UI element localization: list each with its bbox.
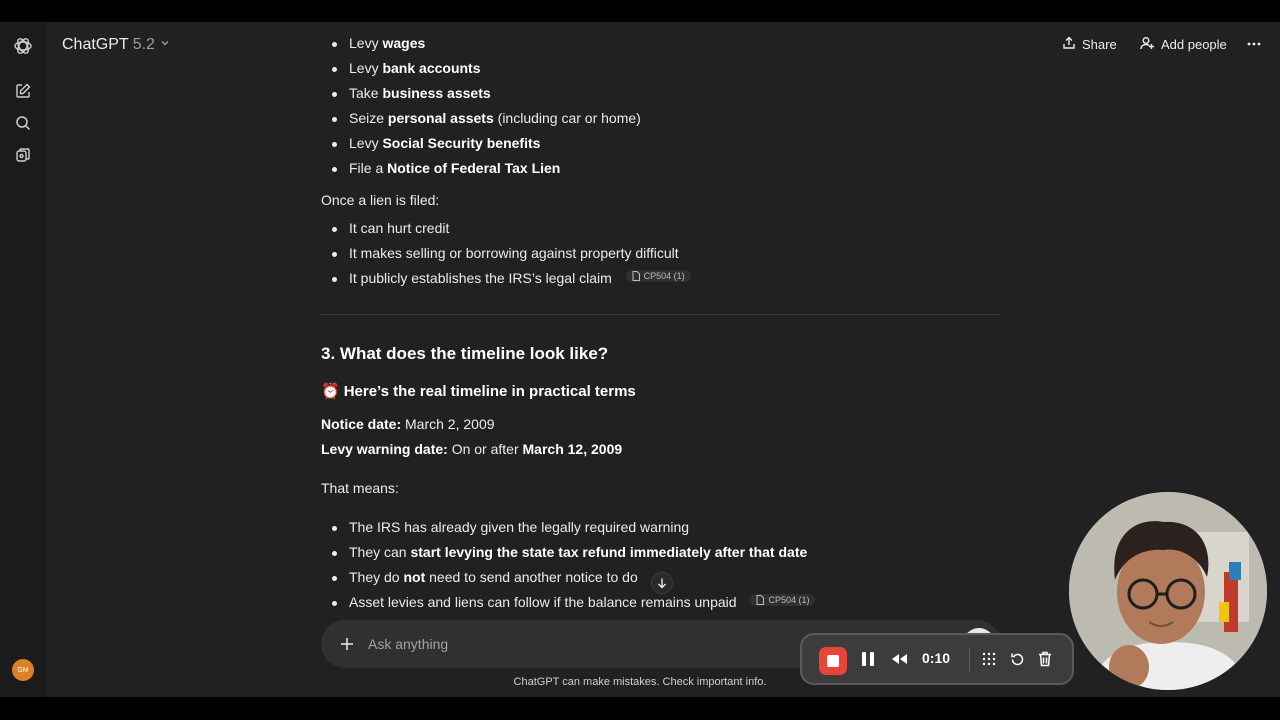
toolbar-divider [969, 647, 970, 673]
list-item: Asset levies and liens can follow if the balance remains unpaid CP504 (1) [349, 594, 815, 610]
share-label: Share [1082, 37, 1117, 52]
document-icon [756, 595, 764, 605]
citation-chip[interactable]: CP504 (1) [626, 270, 691, 282]
citation-chip[interactable]: CP504 (1) [750, 594, 815, 606]
list-item: Seize personal assets (including car or home) [349, 110, 641, 126]
webcam-overlay[interactable] [1069, 492, 1267, 690]
list-item: The IRS has already given the legally required warning [349, 519, 690, 535]
list-item: File a Notice of Federal Tax Lien [349, 160, 561, 176]
list-item: It makes selling or borrowing against property difficult [349, 245, 679, 261]
stop-recording-button[interactable] [819, 647, 847, 675]
scroll-to-bottom-button[interactable] [651, 572, 673, 594]
disclaimer: ChatGPT can make mistakes. Check important info. [513, 676, 767, 688]
rewind-icon[interactable] [887, 635, 913, 683]
model-name: ChatGPT [62, 36, 129, 53]
grid-icon[interactable] [977, 635, 1001, 683]
stop-icon [827, 655, 839, 667]
list-item: Levy Social Security benefits [349, 135, 541, 151]
arrow-down-icon [656, 577, 668, 589]
header [46, 22, 1280, 70]
section-divider [321, 314, 1001, 315]
means-intro: That means: [321, 480, 399, 496]
model-version: 5.2 [132, 36, 155, 53]
levy-warning-date: Levy warning date: On or after March 12, 2009 [321, 441, 623, 457]
bottom-letterbox [0, 697, 1280, 720]
restart-icon[interactable] [1005, 635, 1029, 683]
top-letterbox [0, 0, 1280, 22]
share-icon [1062, 36, 1076, 53]
model-picker[interactable] [62, 36, 171, 54]
share-button[interactable] [1062, 36, 1117, 53]
alarm-clock-icon: ⏰ [321, 383, 340, 400]
chat-input[interactable] [368, 632, 768, 656]
add-people-label: Add people [1161, 37, 1227, 52]
section-heading: 3. What does the timeline look like? [321, 344, 609, 363]
plus-icon[interactable] [337, 634, 357, 654]
list-item: They do not need to send another notice to do [349, 569, 638, 585]
library-icon[interactable] [12, 144, 34, 166]
notice-date: Notice date: March 2, 2009 [321, 416, 495, 432]
add-person-icon [1140, 36, 1155, 53]
list-item: Levy bank accounts [349, 60, 481, 76]
trash-icon[interactable] [1033, 635, 1057, 683]
more-options-icon[interactable] [1244, 34, 1264, 54]
lien-intro: Once a lien is filed: [321, 192, 440, 208]
add-people-button[interactable] [1140, 36, 1227, 53]
pause-icon[interactable] [856, 635, 880, 683]
document-icon [632, 271, 640, 281]
list-item: They can start levying the state tax refund immediately after that date [349, 544, 808, 560]
avatar[interactable]: GM [12, 659, 34, 681]
openai-logo-icon[interactable] [12, 35, 34, 57]
list-item: Take business assets [349, 85, 491, 101]
recording-timer: 0:10 [922, 650, 951, 666]
sidebar-rail [0, 22, 46, 697]
list-item: It can hurt credit [349, 220, 450, 236]
search-icon[interactable] [12, 112, 34, 134]
chevron-down-icon [159, 36, 171, 54]
recorder-toolbar [800, 633, 1074, 685]
subheading: ⏰ Here’s the real timeline in practical terms [321, 382, 636, 400]
list-item: It publicly establishes the IRS’s legal claim CP504 (1) [349, 270, 691, 286]
new-chat-icon[interactable] [12, 80, 34, 102]
list-item: Levy wages [349, 35, 426, 51]
